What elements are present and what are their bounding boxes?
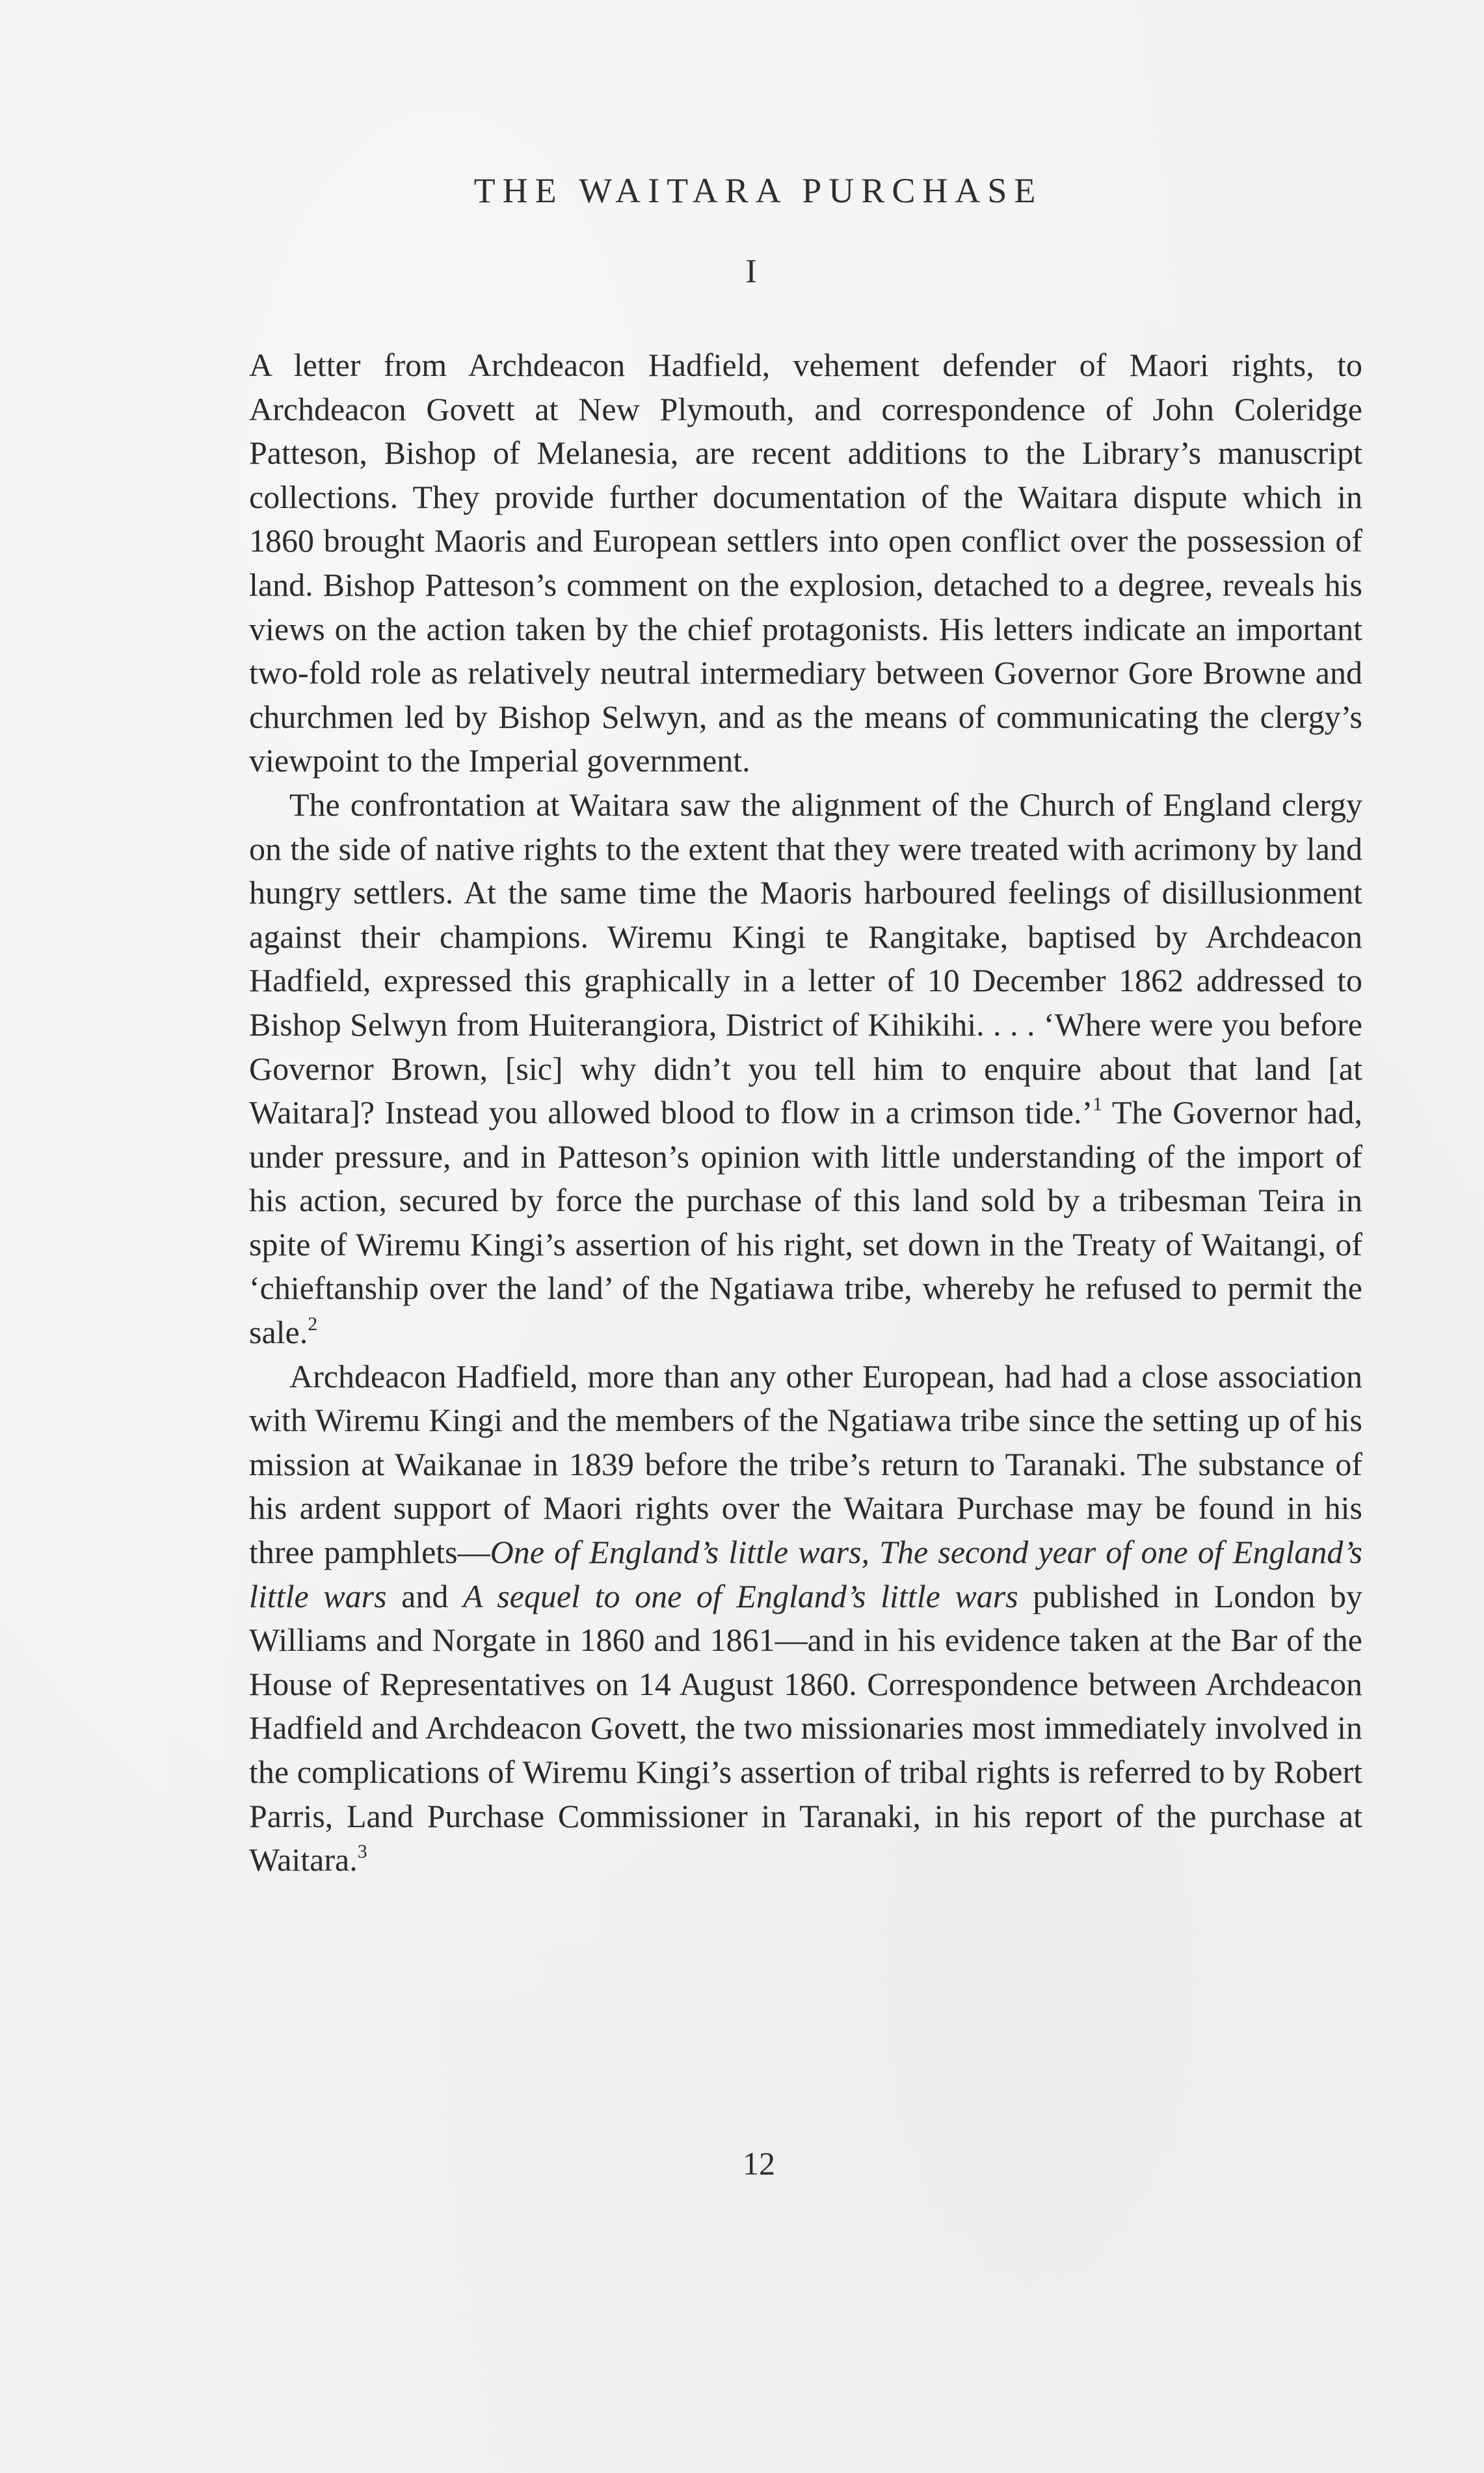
footnote-marker: 2 <box>308 1313 318 1335</box>
section-numeral: I <box>745 253 757 290</box>
page-title: THE WAITARA PURCHASE <box>473 171 1043 210</box>
book-title-italic: One of England’s little wars, The second year of one of England’s little wars <box>249 1534 1362 1614</box>
footnote-marker: 1 <box>1093 1093 1103 1116</box>
paragraph-1: A letter from Archdeacon Hadfield, vehement defender of Maori rights, to Archdeacon Govett at New Plymouth, and correspondence of John Coleridge Patteson, Bishop of Melanesia, are recent additions to the Library’s manuscript collections. They provide further documentation of the Waitara dispute which in 1860 brought Maoris and European settlers into open conflict over the possession of land. Bishop Patteson’s comment on the explosion, detached to a degree, reveals his views on the action taken by the chief protagonists. His letters indicate an important two-fold role as relatively neutral intermediary between Governor Gore Browne and churchmen led by Bishop Selwyn, and as the means of communicating the clergy’s viewpoint to the Imperial government. <box>249 347 1362 779</box>
paragraph-2: The confrontation at Waitara saw the alignment of the Church of England clergy on the side of native rights to the extent that they were treated with acrimony by land hungry settlers. At the same time the Maoris harboured feelings of disillusionment against their champions. Wiremu Kingi te Rangitake, baptised by Archdeacon Hadfield, expressed this graphically in a letter of 10 December 1862 addressed to Bishop Selwyn from Huiterangiora, District of Kihikihi. . . . ‘Where were you before Governor Brown, [sic] why didn’t you tell him to enquire about that land [at Waitara]? Instead you allowed blood to flow in a crimson tide.’$^1$ The Governor had, under pressure, and in Patteson’s opinion with little understanding of the import of his action, secured by force the purchase of this land sold by a tribesman Teira in spite of Wiremu Kingi’s assertion of his right, set down in the Treaty of Waitangi, of ‘chieftanship over the land’ of the Ngatiawa tribe, whereby he refused to permit the sale.$^2$ <box>249 786 1362 1351</box>
book-title-italic: A sequel to one of England’s little wars <box>462 1577 1018 1614</box>
footnote-marker: 3 <box>357 1841 367 1863</box>
page-number: 12 <box>743 2145 775 2182</box>
body-text <box>249 343 1362 1882</box>
paragraph-3: Archdeacon Hadfield, more than any other European, had had a close association with Wiremu Kingi and the members of the Ngatiawa tribe since the setting up of his mission at Waikanae in 1839 before the tribe’s return to Taranaki. The substance of his ardent support of Maori rights over the Waitara Purchase may be found in his three pamphlets—One of England’s little wars, The second year of one of England’s little wars and A sequel to one of England’s little wars published in London by Williams and Norgate in 1860 and 1861—and in his evidence taken at the Bar of the House of Representatives on 14 August 1860. Correspondence between Archdeacon Hadfield and Archdeacon Govett, the two missionaries most immediately involved in the complications of Wiremu Kingi’s assertion of tribal rights is referred to by Robert Parris, Land Purchase Commissioner in Taranaki, in his report of the purchase at Waitara.$^3$ <box>249 1357 1363 1878</box>
